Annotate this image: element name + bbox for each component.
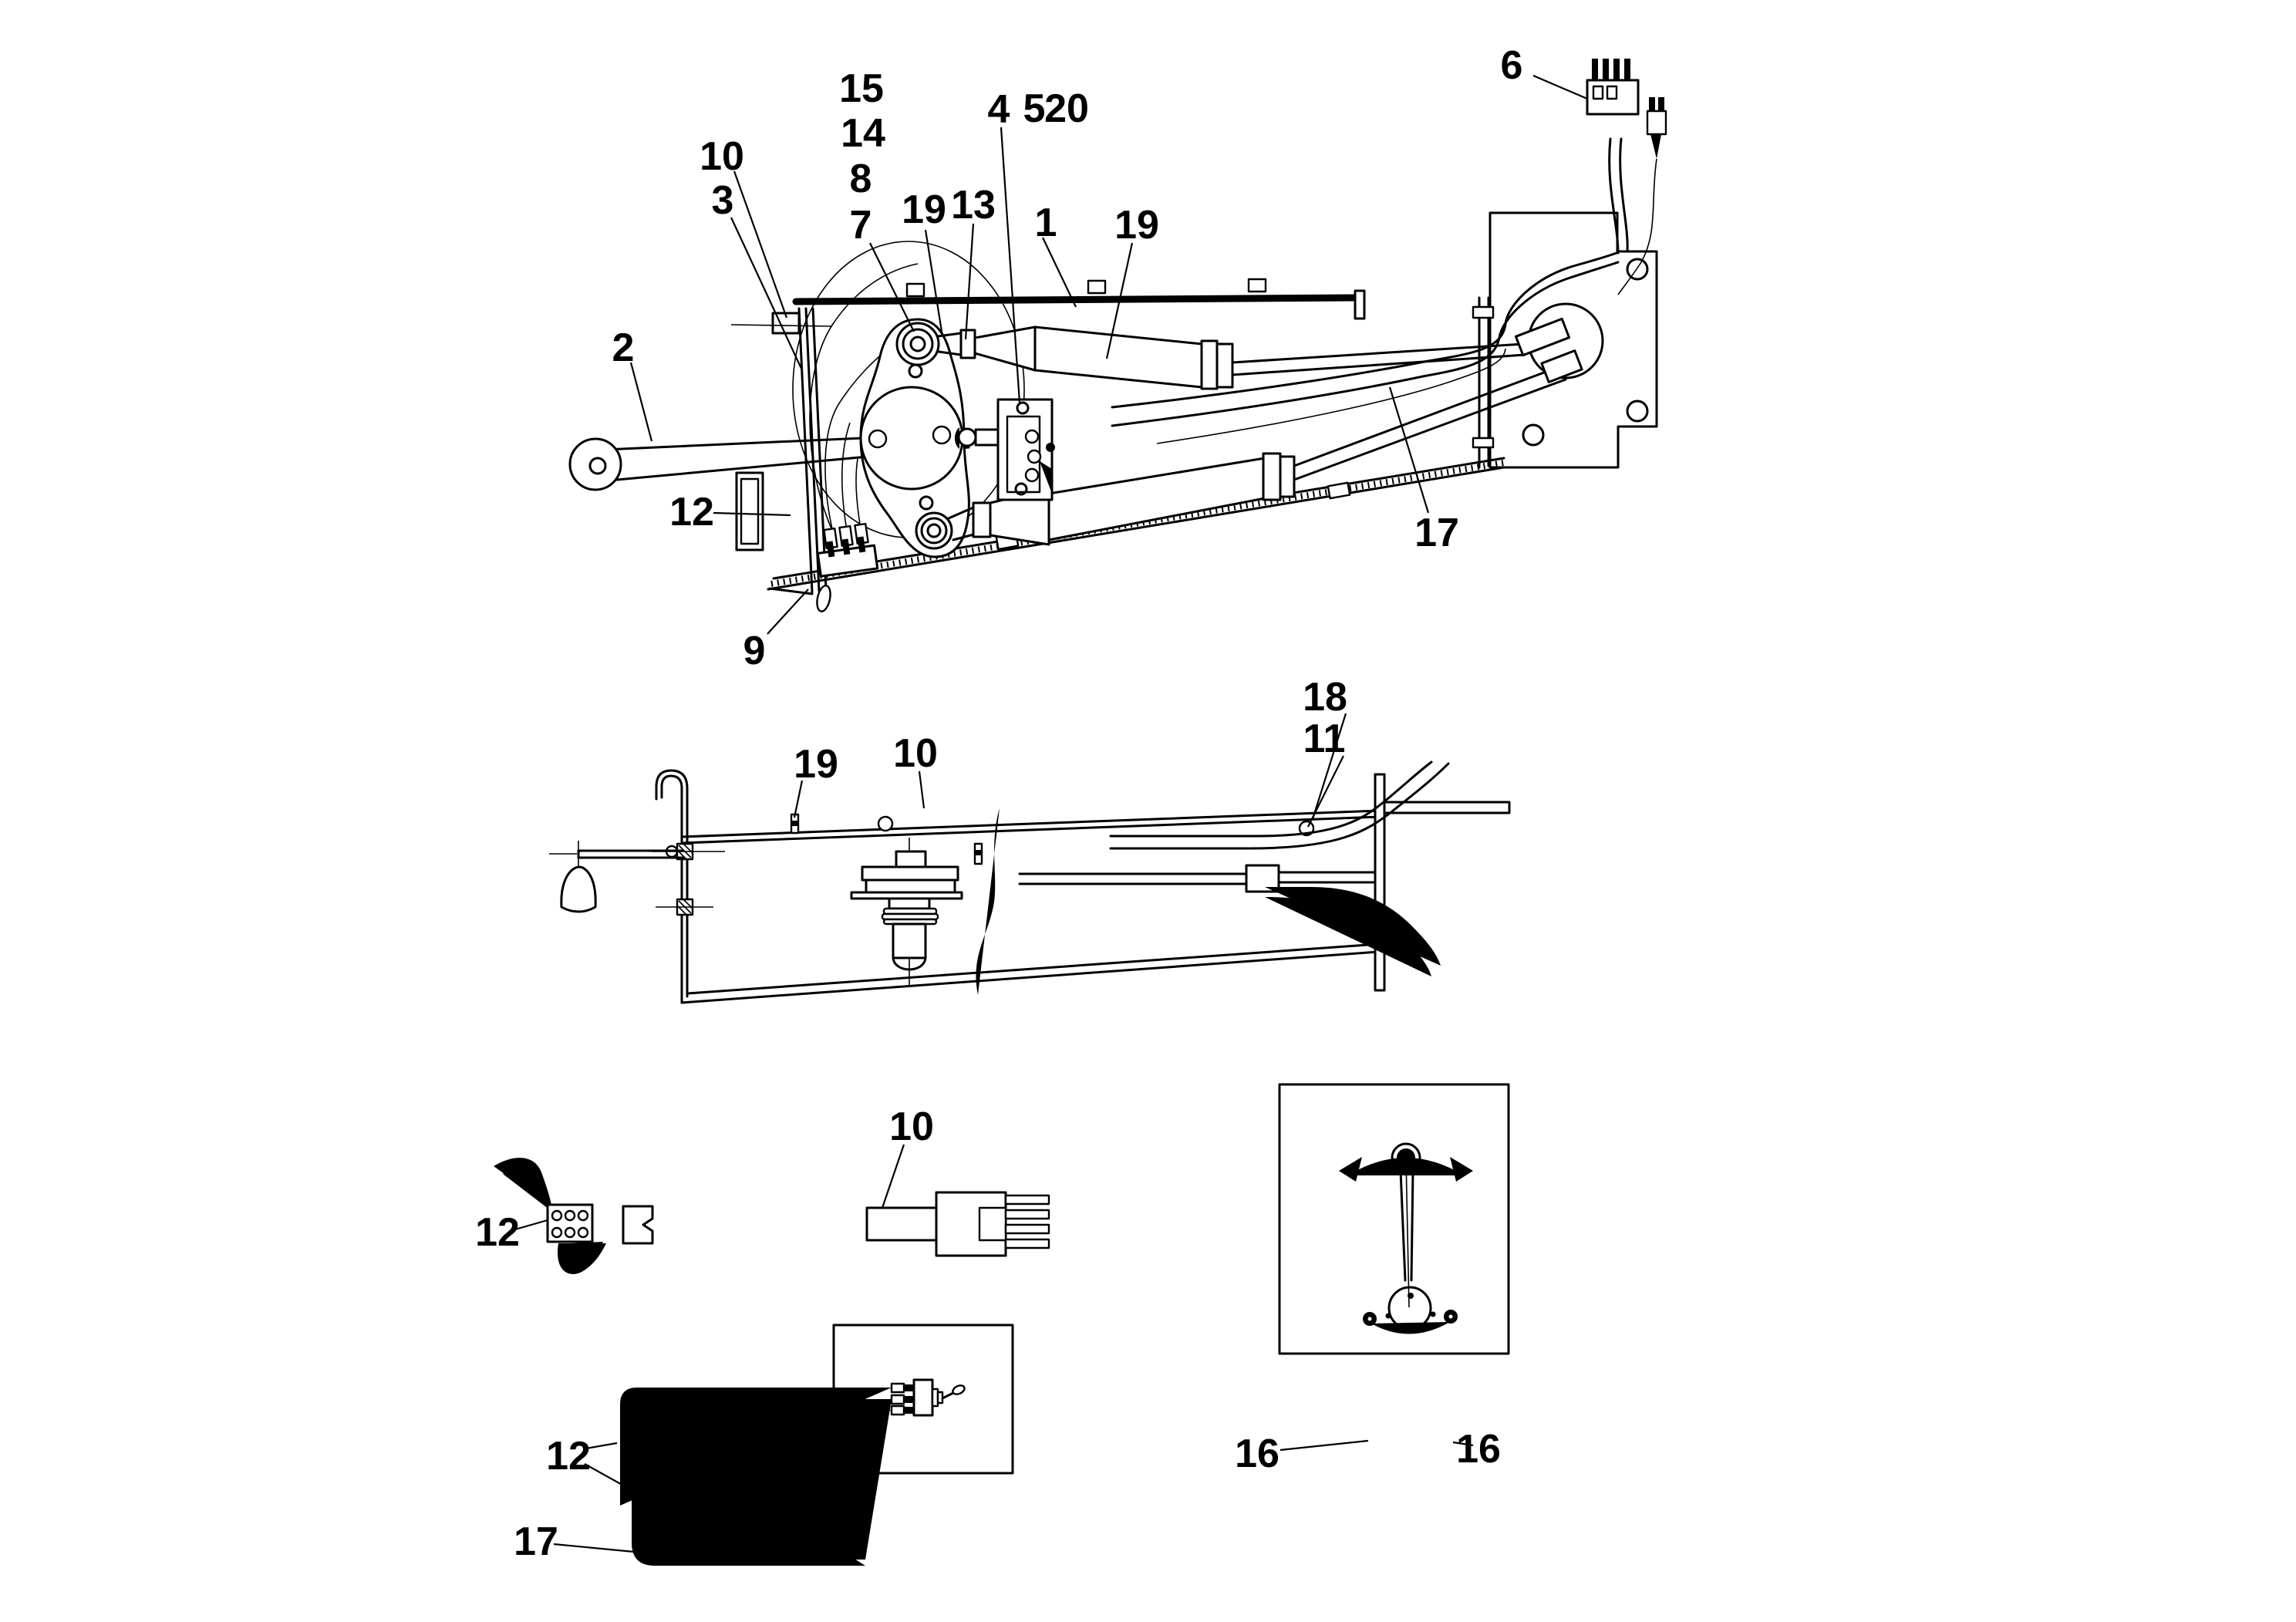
detail-connectors [494, 1158, 1049, 1274]
callout-9: 9 [743, 629, 766, 673]
terminal-switch [818, 524, 877, 576]
arrow-left-icon [1339, 1157, 1362, 1182]
top-rail [796, 298, 1355, 302]
mounting-plate [1490, 213, 1657, 467]
rail-bolts [907, 279, 1266, 296]
callout-labels [475, 43, 1522, 1564]
callout-15: 15 [839, 66, 884, 111]
callout-19b: 19 [1114, 203, 1159, 248]
side-housing [682, 808, 1381, 1003]
side-view [549, 762, 1509, 1003]
screw-symbol-left [878, 817, 892, 831]
callout-7: 7 [849, 203, 872, 248]
callout-11: 11 [1303, 717, 1346, 761]
break-line [976, 808, 1000, 995]
screw-left [869, 430, 886, 447]
switch-block-assembly [955, 400, 1055, 500]
arrow-right-icon [1450, 1157, 1473, 1182]
callout-16-left: 16 [1235, 1431, 1279, 1476]
callout-19a: 19 [902, 187, 946, 232]
switch-wires [620, 1388, 892, 1566]
bottom-pivot [916, 513, 952, 548]
callout-8: 8 [849, 157, 872, 201]
detail-box [1279, 1084, 1509, 1354]
callout-10-conn: 10 [889, 1104, 934, 1149]
callout-10-side: 10 [893, 731, 938, 776]
callout-5: 5 [1023, 86, 1046, 131]
rocker-plate [861, 319, 969, 557]
callout-20: 20 [1044, 86, 1089, 131]
four-pin-plug [867, 1192, 1049, 1256]
callout-10-top: 10 [700, 134, 744, 179]
handle-disc [570, 439, 621, 490]
callout-3: 3 [711, 178, 734, 223]
callout-16-right: 16 [1456, 1427, 1501, 1472]
callout-17-top: 17 [1414, 511, 1459, 555]
detail-control-lever [1279, 1084, 1509, 1575]
callout-18: 18 [1303, 675, 1347, 720]
callout-14: 14 [841, 111, 885, 156]
detail-toggle-switch [620, 1325, 1013, 1566]
top-pivot [897, 323, 939, 365]
callout-19-side: 19 [794, 742, 838, 787]
upper-cylinder [938, 327, 1525, 389]
callout-12-conn: 12 [475, 1210, 520, 1255]
callout-12-switch: 12 [546, 1434, 591, 1479]
callout-12-top: 12 [669, 490, 714, 534]
callout-6: 6 [1500, 43, 1523, 88]
callout-13: 13 [951, 183, 996, 228]
callout-4: 4 [987, 87, 1010, 132]
toggle-switch [892, 1380, 966, 1415]
callout-2: 2 [612, 325, 635, 370]
roll-pin-2 [974, 844, 983, 864]
screw-right [933, 427, 950, 443]
callout-1: 1 [1034, 201, 1057, 245]
knob [561, 867, 595, 912]
callout-17-switch: 17 [514, 1519, 558, 1564]
